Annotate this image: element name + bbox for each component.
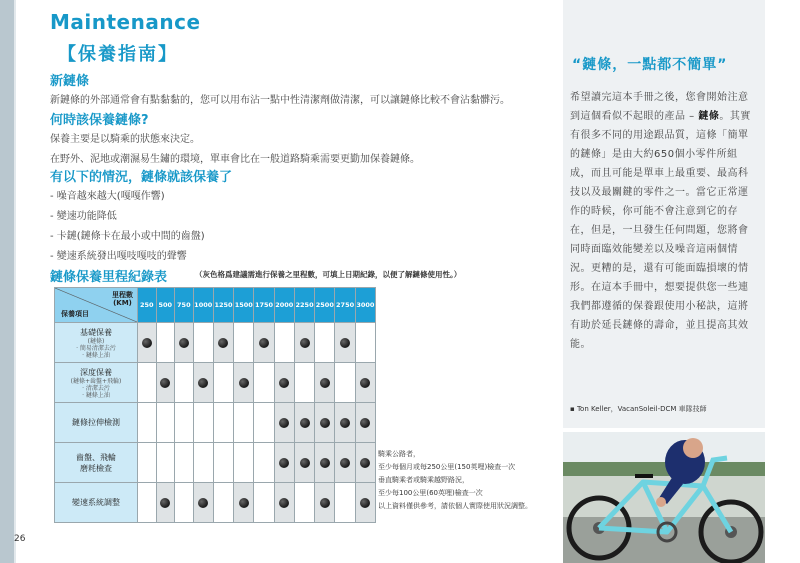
km-column-header: 250 — [138, 288, 157, 323]
maintenance-mark-cell — [193, 363, 213, 403]
maintenance-mark-cell — [355, 443, 375, 483]
empty-cell — [156, 443, 175, 483]
log-row — [55, 363, 376, 403]
maintenance-dot-icon — [340, 458, 350, 468]
maintenance-dot-icon — [279, 418, 289, 428]
maintenance-mark-cell — [294, 323, 314, 363]
maintenance-dot-icon — [279, 378, 289, 388]
empty-cell — [234, 403, 254, 443]
quote-title: “鏈條，一點都不簡單” — [572, 57, 728, 73]
quote-body-pre: 希望讀完這本手冊之後，您會開始注意到這個看似不起眼的產品 – — [570, 92, 749, 122]
empty-cell — [234, 443, 254, 483]
text-when-1: 保養主要是以騎乘的狀態來決定。 — [50, 134, 200, 145]
empty-cell — [193, 323, 213, 363]
condition-item: - 變速功能降低 — [50, 211, 117, 222]
maintenance-dot-icon — [360, 378, 370, 388]
quote-body-bold: 鏈條 — [698, 111, 720, 122]
header-km — [112, 291, 133, 307]
km-column-header: 2750 — [335, 288, 355, 323]
maintenance-mark-cell — [315, 443, 335, 483]
log-row — [55, 483, 376, 523]
maintenance-dot-icon — [320, 498, 330, 508]
empty-cell — [213, 483, 233, 523]
row-label-sub: (鏈條+齒盤+飛輪) — [70, 377, 122, 385]
page-subtitle: 【保養指南】 — [58, 44, 178, 65]
row-label-main: 變速系統調整 — [72, 498, 120, 507]
maintenance-mark-cell — [355, 363, 375, 403]
empty-cell — [156, 323, 175, 363]
maintenance-mark-cell — [175, 323, 194, 363]
maintenance-dot-icon — [198, 378, 208, 388]
maintenance-dot-icon — [198, 498, 208, 508]
maintenance-dot-icon — [160, 378, 170, 388]
text-new-chain: 新鏈條的外部通常會有點黏黏的，您可以用布沾一點中性清潔劑做清潔，可以讓鏈條比較不會沾黏髒污。 — [50, 95, 510, 106]
condition-item: - 變速系統發出嘎吱嘎吱的聲響 — [50, 251, 187, 262]
empty-cell — [274, 323, 294, 363]
heading-conditions: 有以下的情況，鏈條就該保養了 — [50, 170, 233, 185]
empty-cell — [294, 363, 314, 403]
empty-cell — [335, 483, 355, 523]
maintenance-mark-cell — [213, 323, 233, 363]
header-item: 保養項目 — [61, 310, 89, 318]
quote-body-post: 。其實有很多不同的用途跟品質，這條「簡單的鏈條」是由大約650個小零件所組成，而且可能是單車上最重要、最高科技以及最關鍵的零件之一。當它正常運作的時候，你可能不會注意到它的存在，但是，一旦發生任何問題，您將會同時面臨效能變差以及噪音這兩個情況。更糟的是，還有可能面臨損壞的情形。在這本手冊中，想要提供您一些連我們都遵循的保養跟使用小秘訣，這將有助於延長鏈條的壽命，並且提高其效能。 — [570, 111, 751, 350]
condition-item: - 噪音越來越大(嘎嘎作響) — [50, 191, 165, 202]
empty-cell — [175, 363, 194, 403]
side-note-line: 垂直騎乘者或騎乘越野路況， — [378, 476, 469, 484]
empty-cell — [254, 403, 274, 443]
maintenance-mark-cell — [355, 483, 375, 523]
maintenance-dot-icon — [160, 498, 170, 508]
condition-item: - 卡鏈(鏈條卡在最小或中間的齒盤) — [50, 231, 205, 242]
maintenance-dot-icon — [300, 458, 310, 468]
km-column-header: 1500 — [234, 288, 254, 323]
row-label-sub: · 鏈條上油 — [82, 391, 110, 399]
page-title: Maintenance — [50, 10, 201, 34]
km-column-header: 2000 — [274, 288, 294, 323]
log-note: （灰色格爲建議需進行保養之里程數，可填上日期紀錄，以便了解鏈條使用性。） — [195, 270, 462, 279]
maintenance-mark-cell — [315, 483, 335, 523]
bicycle-mechanic-illustration — [563, 432, 765, 563]
maintenance-mark-cell — [274, 363, 294, 403]
empty-cell — [254, 483, 274, 523]
maintenance-mark-cell — [294, 443, 314, 483]
km-column-header: 2500 — [315, 288, 335, 323]
empty-cell — [213, 363, 233, 403]
log-header-row — [55, 288, 376, 323]
maintenance-dot-icon — [360, 498, 370, 508]
maintenance-dot-icon — [320, 378, 330, 388]
empty-cell — [138, 483, 157, 523]
empty-cell — [335, 363, 355, 403]
maintenance-mark-cell — [234, 363, 254, 403]
log-row — [55, 443, 376, 483]
empty-cell — [193, 443, 213, 483]
page-number: 26 — [14, 534, 26, 544]
maintenance-dot-icon — [218, 338, 228, 348]
maintenance-dot-icon — [340, 418, 350, 428]
row-label-sub: · 鏈條上油 — [82, 351, 110, 359]
empty-cell — [213, 403, 233, 443]
side-note-line: 以上資料僅供參考，請依個人實際使用狀況調整。 — [378, 502, 532, 510]
empty-cell — [355, 323, 375, 363]
page-edge-strip — [0, 0, 14, 563]
text-when-2: 在野外、泥地或潮濕易生鏽的環境，單車會比在一般道路騎乘需要更勤加保養鏈條。 — [50, 154, 420, 165]
empty-cell — [234, 323, 254, 363]
maintenance-mark-cell — [254, 323, 274, 363]
row-label — [55, 323, 138, 363]
maintenance-mark-cell — [234, 483, 254, 523]
empty-cell — [254, 443, 274, 483]
maintenance-dot-icon — [340, 338, 350, 348]
empty-cell — [138, 443, 157, 483]
log-header-corner — [55, 288, 138, 323]
empty-cell — [138, 403, 157, 443]
maintenance-dot-icon — [320, 418, 330, 428]
maintenance-dot-icon — [300, 418, 310, 428]
maintenance-mark-cell — [335, 403, 355, 443]
side-note-line: 至少每100公里(60英哩)檢查一次 — [378, 489, 483, 497]
maintenance-mark-cell — [335, 323, 355, 363]
empty-cell — [175, 443, 194, 483]
maintenance-dot-icon — [279, 458, 289, 468]
row-label — [55, 443, 138, 483]
empty-cell — [193, 403, 213, 443]
row-label-sub: 磨耗檢查 — [80, 463, 112, 473]
maintenance-dot-icon — [279, 498, 289, 508]
maintenance-dot-icon — [142, 338, 152, 348]
row-label-main: 深度保養 — [80, 367, 112, 377]
heading-when: 何時該保養鏈條? — [50, 113, 149, 128]
empty-cell — [213, 443, 233, 483]
maintenance-mark-cell — [335, 443, 355, 483]
row-label — [55, 363, 138, 403]
log-title: 鏈條保養里程紀錄表 — [50, 270, 168, 285]
maintenance-mark-cell — [355, 403, 375, 443]
empty-cell — [156, 403, 175, 443]
maintenance-dot-icon — [239, 498, 249, 508]
maintenance-dot-icon — [320, 458, 330, 468]
row-label-sub: (鏈條) — [87, 337, 105, 345]
km-column-header: 3000 — [355, 288, 375, 323]
maintenance-dot-icon — [179, 338, 189, 348]
km-column-header: 1750 — [254, 288, 274, 323]
km-column-header: 1250 — [213, 288, 233, 323]
maintenance-mark-cell — [294, 403, 314, 443]
maintenance-mark-cell — [193, 483, 213, 523]
maintenance-mark-cell — [138, 323, 157, 363]
empty-cell — [315, 323, 335, 363]
km-column-header: 1000 — [193, 288, 213, 323]
header-km-unit: (KM) — [113, 299, 132, 307]
km-column-header: 500 — [156, 288, 175, 323]
log-row — [55, 403, 376, 443]
empty-cell — [175, 483, 194, 523]
side-note-line: 至少每個月或每250公里(150英哩)檢查一次 — [378, 463, 516, 471]
maintenance-mark-cell — [274, 483, 294, 523]
maintenance-dot-icon — [360, 418, 370, 428]
maintenance-mark-cell — [274, 403, 294, 443]
row-label-main: 齒盤、飛輪 — [76, 452, 116, 462]
log-body — [55, 323, 376, 523]
maintenance-mark-cell — [315, 363, 335, 403]
maintenance-dot-icon — [360, 458, 370, 468]
empty-cell — [175, 403, 194, 443]
empty-cell — [254, 363, 274, 403]
row-label — [55, 403, 138, 443]
bicycle-mechanic-photo — [563, 432, 765, 563]
quote-credit: ▪ Ton Keller，VacanSoleil-DCM 車隊技師 — [570, 405, 707, 413]
empty-cell — [138, 363, 157, 403]
km-column-header: 750 — [175, 288, 194, 323]
row-label-main: 鏈條拉伸檢測 — [72, 418, 120, 427]
log-row — [55, 323, 376, 363]
side-note-line: 騎乘公路者， — [378, 450, 420, 458]
header-km-label: 里程數 — [112, 291, 133, 299]
empty-cell — [294, 483, 314, 523]
maintenance-mark-cell — [274, 443, 294, 483]
row-label — [55, 483, 138, 523]
quote-body — [570, 88, 758, 354]
page-edge-line — [14, 0, 16, 563]
maintenance-mark-cell — [315, 403, 335, 443]
maintenance-mark-cell — [156, 483, 175, 523]
side-note — [378, 448, 532, 513]
maintenance-dot-icon — [239, 378, 249, 388]
heading-new-chain: 新鏈條 — [50, 74, 90, 89]
maintenance-log-table — [54, 287, 376, 523]
maintenance-dot-icon — [259, 338, 269, 348]
km-column-header: 2250 — [294, 288, 314, 323]
row-label-sub: · 清潔去污 — [82, 384, 110, 392]
row-label-main: 基礎保養 — [80, 327, 112, 337]
row-label-sub: · 簡易清潔去污 — [76, 344, 116, 352]
maintenance-mark-cell — [156, 363, 175, 403]
maintenance-dot-icon — [300, 338, 310, 348]
